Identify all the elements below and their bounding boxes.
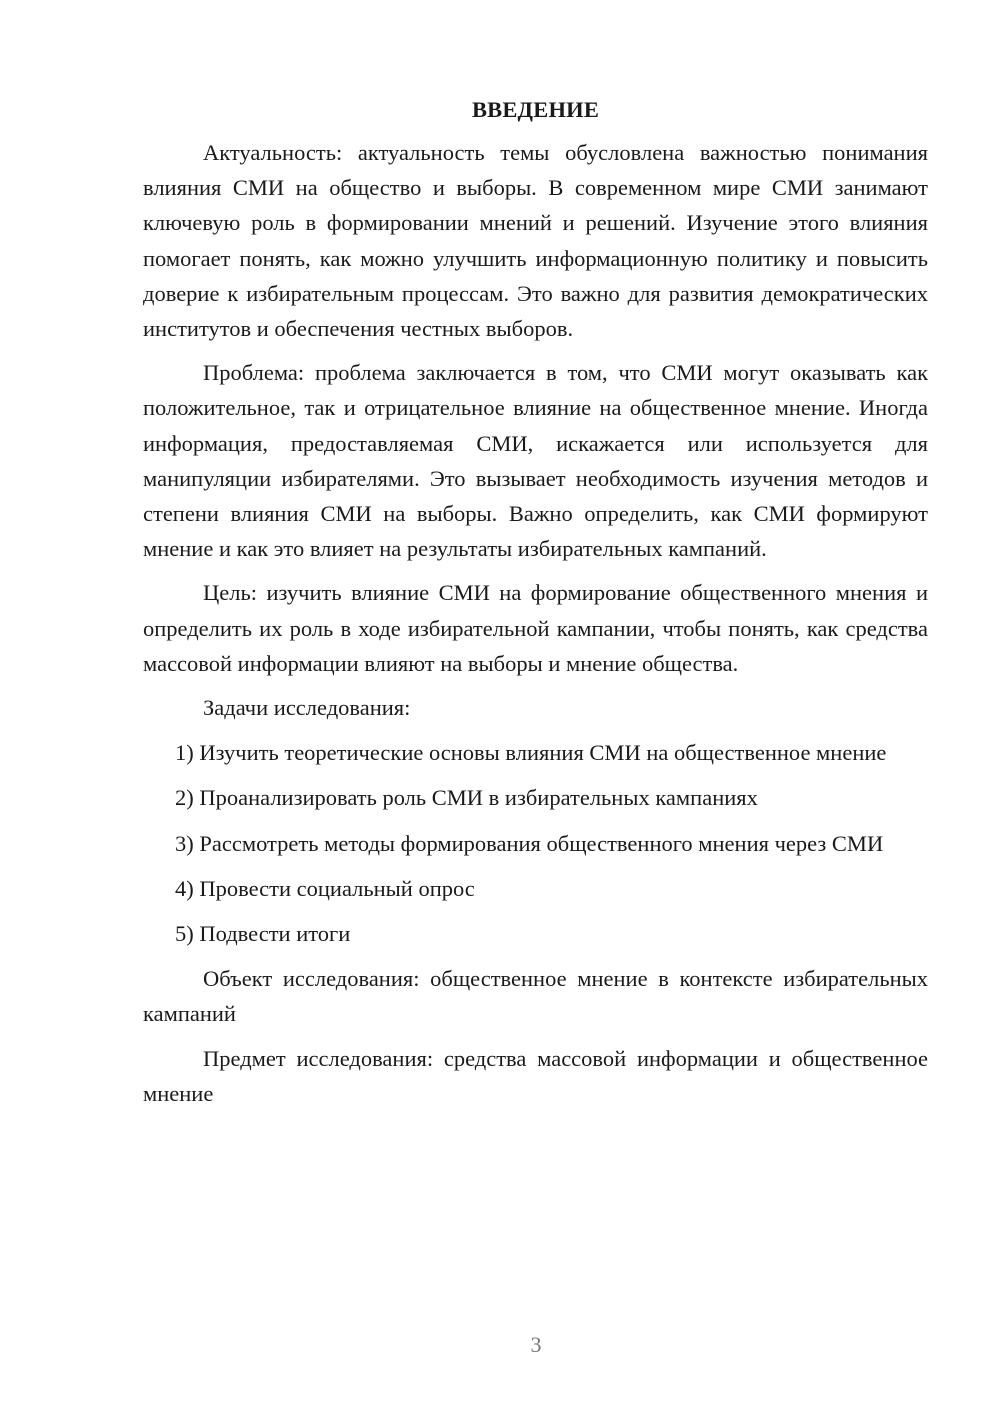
goal-paragraph: Цель: изучить влияние СМИ на формирование общественного мнения и определить их роль в ходе избирательной кампании, чтобы понять, как средства массовой информации влияют на выборы и мнение общества. bbox=[143, 580, 928, 676]
task-item: 5) Подвести итоги bbox=[175, 921, 351, 947]
page-title: ВВЕДЕНИЕ bbox=[471, 97, 600, 122]
task-item: 4) Провести социальный опрос bbox=[175, 875, 475, 901]
task-item: 1) Изучить теоретические основы влияния СМИ на общественное мнение bbox=[175, 740, 887, 766]
subject-paragraph: Предмет исследования: средства массовой информации и общественное мнение bbox=[143, 1045, 928, 1106]
page-number: 3 bbox=[530, 1332, 542, 1357]
task-item: 2) Проанализировать роль СМИ в избирательных кампаниях bbox=[175, 785, 758, 811]
tasks-heading: Задачи исследования: bbox=[203, 695, 411, 721]
object-paragraph: Объект исследования: общественное мнение в контексте избирательных кампаний bbox=[143, 966, 928, 1027]
page-content bbox=[143, 92, 928, 1120]
tasks-list bbox=[143, 735, 928, 951]
task-item: 3) Рассмотреть методы формирования общественного мнения через СМИ bbox=[175, 830, 884, 856]
relevance-paragraph: Актуальность: актуальность темы обусловлена важностью понимания влияния СМИ на общество и выборы. В современном мире СМИ занимают ключевую роль в формировании мнений и решений. Изучение этого влияния помогает понять, как можно улучшить информационную политику и повысить доверие к избирательным процессам. Это важно для развития демократических институтов и обеспечения честных выборов. bbox=[143, 140, 928, 342]
problem-paragraph: Проблема: проблема заключается в том, что СМИ могут оказывать как положительное, так и отрицательное влияние на общественное мнение. Иногда информация, предоставляемая СМИ, искажается или используется для манипуляции избирателями. Это вызывает необходимость изучения методов и степени влияния СМИ на выборы. Важно определить, как СМИ формируют мнение и как это влияет на результаты избирательных кампаний. bbox=[143, 360, 928, 562]
